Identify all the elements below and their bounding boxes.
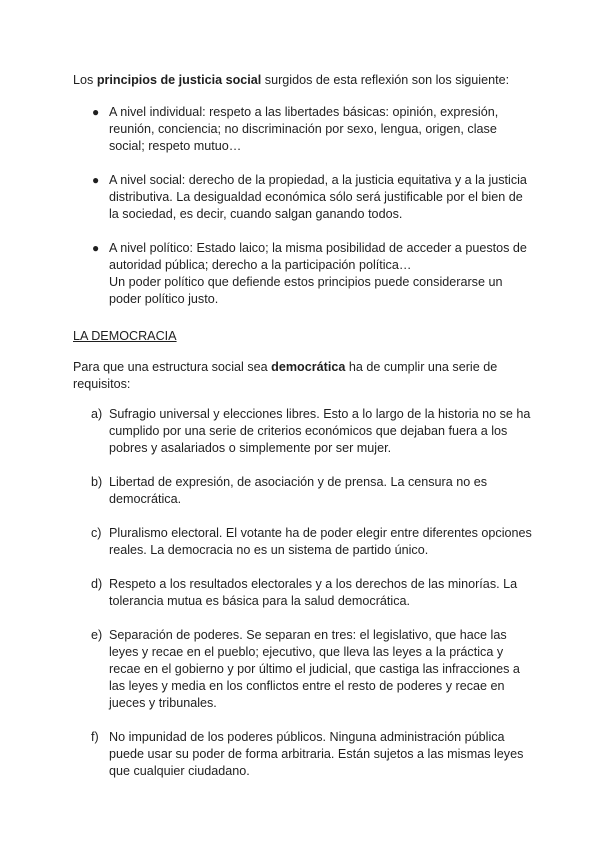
list-item bbox=[0, 525, 534, 559]
intro-paragraph bbox=[73, 72, 543, 89]
list-item-text: Libertad de expresión, de asociación y de prensa. La censura no es democrática. bbox=[109, 475, 488, 506]
list-item bbox=[0, 576, 534, 610]
list-marker: b) bbox=[91, 475, 103, 489]
bullet-text: A nivel individual: respeto a las libertades básicas: opinión, expresión, reunión, conciencia; no discriminación por sexo, lengua, origen, clase social; respeto mutuo… bbox=[109, 105, 499, 153]
list-item bbox=[0, 406, 534, 457]
list-item-text: Separación de poderes. Se separan en tres: el legislativo, que hace las leyes y recae en el pueblo; ejecutivo, que lleva las leyes a la práctica y recae en el gobierno y por último el judicial, que castiga las infracciones a las leyes y media en los conflictos entre el resto de poderes y recae en jueces y tribunales. bbox=[109, 628, 520, 710]
list-marker: a) bbox=[91, 407, 103, 421]
section-heading: LA DEMOCRACIA bbox=[73, 329, 177, 343]
bullet-icon: ● bbox=[92, 173, 100, 187]
intro-text-before: Los bbox=[73, 73, 97, 87]
list-marker: d) bbox=[91, 577, 103, 591]
list-item bbox=[0, 474, 534, 508]
democracy-requirements-list bbox=[0, 406, 600, 797]
list-item bbox=[0, 729, 534, 780]
para-text-before: Para que una estructura social sea bbox=[73, 360, 272, 374]
list-item bbox=[0, 627, 534, 712]
list-item-social bbox=[0, 172, 529, 223]
bullet-extra-text: Un poder político que defiende estos principios puede considerarse un poder político justo. bbox=[109, 275, 503, 306]
bullet-text: A nivel social: derecho de la propiedad, a la justicia equitativa y a la justicia distributiva. La desigualdad económica sólo será justificable por el bien de la sociedad, es decir, cuando salgan ganando todos. bbox=[109, 173, 527, 221]
list-item-text: Pluralismo electoral. El votante ha de poder elegir entre diferentes opciones reales. La democracia no es un sistema de partido único. bbox=[109, 526, 532, 557]
list-item-text: No impunidad de los poderes públicos. Ninguna administración pública puede usar su poder de forma arbitraria. Están sujetos a las mismas leyes que cualquier ciudadano. bbox=[109, 730, 524, 778]
justice-principles-list bbox=[0, 104, 600, 325]
list-item-text: Sufragio universal y elecciones libres. Esto a lo largo de la historia no se ha cumplido por una serie de criterios económicos que dejaban fuera a los pobres y asalariados o simplemente por ser mujer. bbox=[109, 407, 531, 455]
list-marker: e) bbox=[91, 628, 103, 642]
intro-bold-term: principios de justicia social bbox=[96, 73, 262, 87]
bullet-text: A nivel político: Estado laico; la misma posibilidad de acceder a puestos de autoridad pública; derecho a la participación política… bbox=[109, 241, 527, 272]
list-marker: c) bbox=[91, 526, 102, 540]
bullet-icon: ● bbox=[92, 241, 100, 255]
intro-text-after: surgidos de esta reflexión son los siguiente: bbox=[261, 73, 510, 87]
list-marker: f) bbox=[91, 730, 99, 744]
list-item-text: Respeto a los resultados electorales y a los derechos de las minorías. La tolerancia mutua es básica para la salud democrática. bbox=[109, 577, 518, 608]
bullet-icon: ● bbox=[92, 105, 100, 119]
para-bold-term: democrática bbox=[271, 360, 346, 374]
para-text-after: ha de cumplir una serie de requisitos: bbox=[73, 360, 498, 391]
list-item-individual bbox=[0, 104, 529, 155]
list-item-political bbox=[0, 240, 529, 308]
requirements-intro bbox=[73, 359, 528, 393]
